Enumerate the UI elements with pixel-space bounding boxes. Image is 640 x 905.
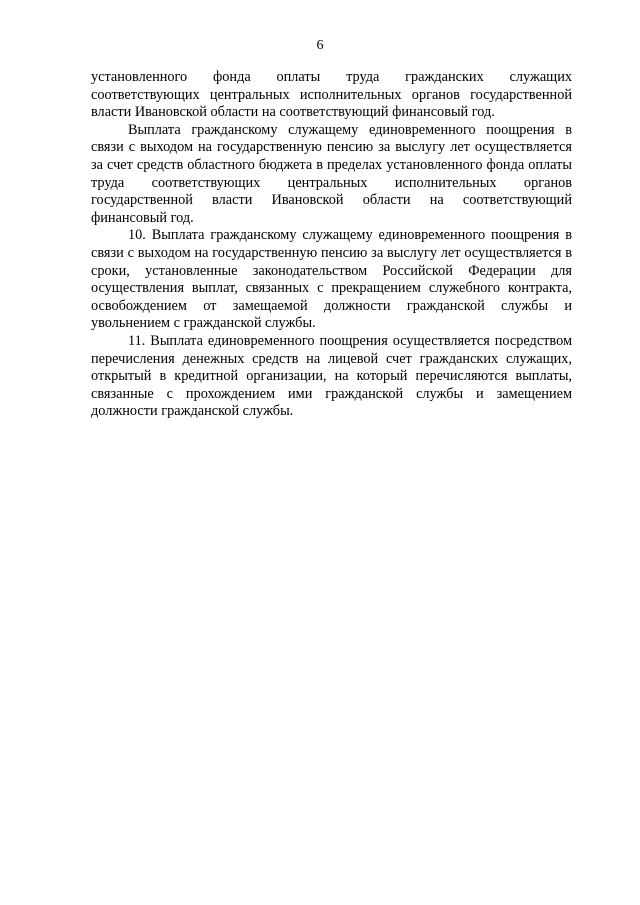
paragraph-item-10: 10. Выплата гражданскому служащему единовременного поощрения в связи с выходом на государственную пенсию за выслугу лет осуществляется в сроки, установленные законодательством Российской Федерации для осуществления выплат, связанных с прекращением служебного контракта, освобождением от замещаемой должности гражданской службы и увольнением с гражданской службы. (91, 227, 572, 332)
paragraph-funding-source: Выплата гражданскому служащему единовременного поощрения в связи с выходом на государственную пенсию за выслугу лет осуществляется за счет средств областного бюджета в пределах установленного фонда оплаты труда соответствующих центральных исполнительных органов государственной власти Ивановской области на соответствующий финансовый год. (91, 121, 572, 226)
page-number: 6 (316, 38, 324, 53)
document-body (91, 69, 572, 421)
paragraph-item-11: 11. Выплата единовременного поощрения осуществляется посредством перечисления денежных средств на лицевой счет гражданских служащих, открытый в кредитной организации, на который перечисляются выплаты, связанные с прохождением ими гражданской службы и замещением должности гражданской службы. (91, 332, 572, 420)
paragraph-continuation: установленного фонда оплаты труда гражданских служащих соответствующих центральных исполнительных органов государственной власти Ивановской области на соответствующий финансовый год. (91, 69, 572, 121)
